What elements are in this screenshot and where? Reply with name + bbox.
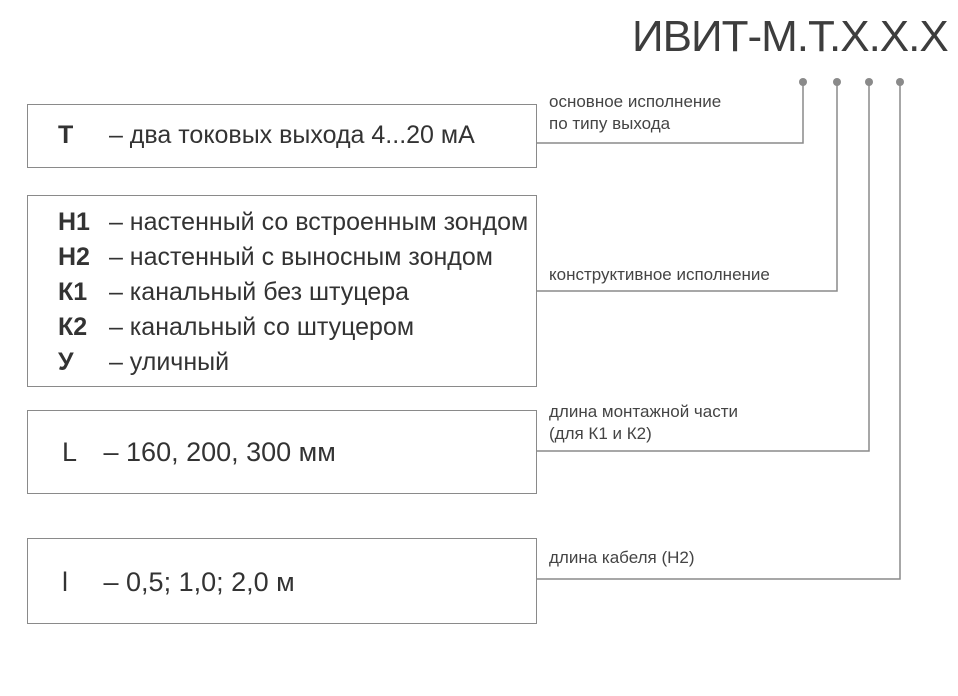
row-text: – настенный со встроенным зондом [108,208,529,236]
cable-length-box [27,538,537,624]
label-line: длина кабеля (Н2) [549,548,695,567]
design-row [58,348,229,377]
row-text: – два токовых выхода 4...20 мА [108,121,475,149]
label-line: по типу выхода [549,114,671,133]
row-text: – 160, 200, 300 мм [103,437,336,467]
label-mount-length [549,401,738,445]
output-row [58,121,475,150]
design-type-box [27,195,537,387]
row-text: – уличный [108,348,230,376]
design-row [58,208,528,237]
design-row [58,278,409,307]
connector-dot-cable [896,78,904,86]
label-line: (для К1 и К2) [549,424,652,443]
label-design-type [549,264,770,286]
output-type-box [27,104,537,168]
model-code-title: ИВИТ-М.Т.Х.Х.Х [632,12,948,61]
connector-dot-length [865,78,873,86]
row-code: l [62,567,68,597]
row-text: – настенный с выносным зондом [108,243,493,271]
design-row [58,243,493,272]
row-text: – 0,5; 1,0; 2,0 м [103,567,295,597]
row-code: К1 [58,278,88,306]
row-code: У [58,348,74,376]
row-code: Н1 [58,208,90,236]
label-output-type [549,91,721,135]
label-line: конструктивное исполнение [549,265,770,284]
row-text: – канальный без штуцера [108,278,410,306]
length-row [62,437,336,468]
row-code: К2 [58,313,88,341]
row-code: Н2 [58,243,90,271]
design-row [58,313,414,342]
row-text: – канальный со штуцером [108,313,415,341]
mount-length-box [27,410,537,494]
row-code: L [62,437,78,467]
connector-dot-output [799,78,807,86]
label-cable-length [549,547,695,569]
label-line: основное исполнение [549,92,722,111]
connector-dot-design [833,78,841,86]
label-line: длина монтажной части [549,402,739,421]
cable-row [62,567,295,598]
row-code: Т [58,121,74,149]
connector-cable [537,84,900,579]
